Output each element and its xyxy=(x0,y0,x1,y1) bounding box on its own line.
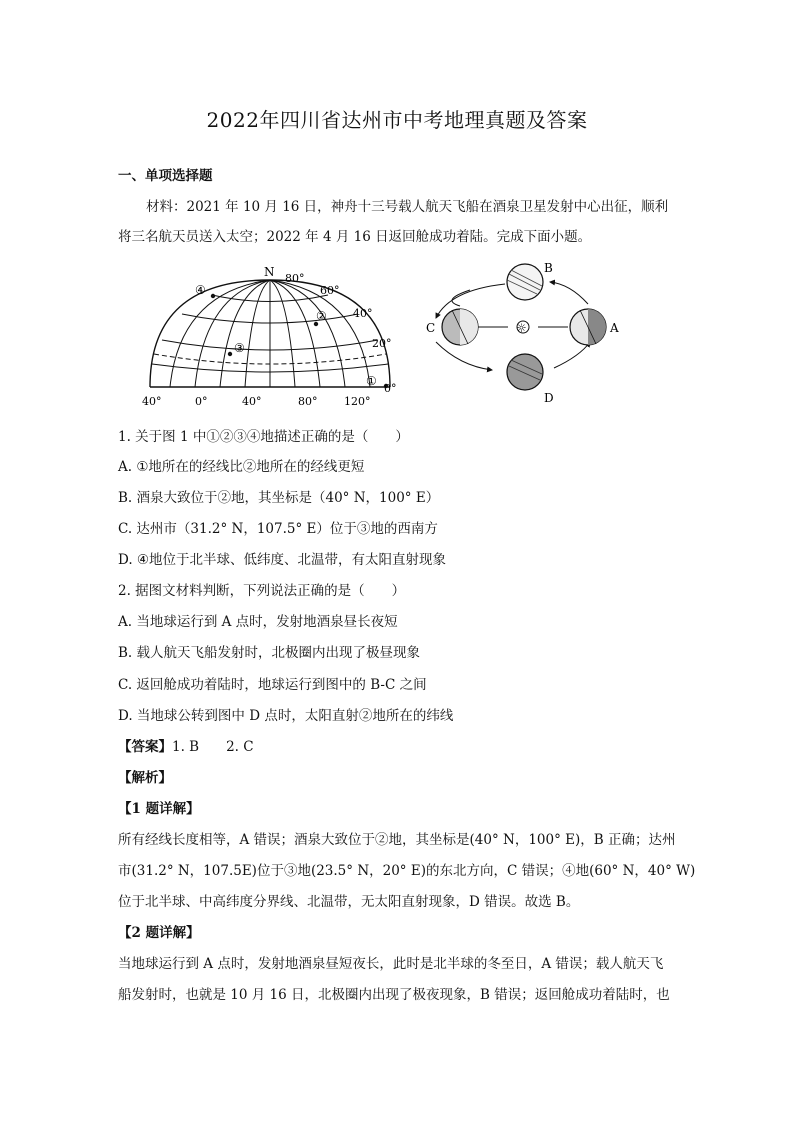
question-2-option-b: B. 载人航天飞船发射时，北极圈内出现了极昼现象 xyxy=(118,645,421,661)
question-1-option-a: A. ①地所在的经线比②地所在的经线更短 xyxy=(118,459,365,475)
lat-label-40: 40° xyxy=(353,307,373,320)
analysis-label: 【解析】 xyxy=(118,770,172,786)
q1-detail-line-1: 所有经线长度相等，A 错误；酒泉大致位于②地，其坐标是(40° N，100° E)，B 正确；达州 xyxy=(118,832,676,848)
section-heading: 一、单项选择题 xyxy=(118,168,213,184)
orbit-label-a: A xyxy=(610,321,619,335)
sun-icon: ☼ xyxy=(516,321,527,335)
point-label-4: ④ xyxy=(195,283,206,297)
question-1-option-c: C. 达州市（31.2° N，107.5° E）位于③地的西南方 xyxy=(118,521,438,537)
q2-detail-line-2: 船发射时，也就是 10 月 16 日，北极圈内出现了极夜现象，B 错误；返回舱成功着陆时，也 xyxy=(118,987,670,1003)
q2-detail-label: 【2 题详解】 xyxy=(118,925,200,941)
orbit-label-d: D xyxy=(544,391,554,405)
question-2-option-a: A. 当地球运行到 A 点时，发射地酒泉昼长夜短 xyxy=(118,614,398,630)
point-label-2: ② xyxy=(316,309,327,323)
q1-detail-line-3: 位于北半球、中高纬度分界线、北温带，无太阳直射现象，D 错误。故选 B。 xyxy=(118,894,580,910)
question-2-option-d: D. 当地球公转到图中 D 点时，太阳直射②地所在的纬线 xyxy=(118,708,454,724)
lon-label-40w: 40° xyxy=(142,395,162,408)
question-2-stem: 2. 据图文材料判断，下列说法正确的是（ ） xyxy=(118,583,406,599)
page-title: 2022年四川省达州市中考地理真题及答案 xyxy=(206,108,588,132)
figure-1-globe-grid xyxy=(150,280,390,388)
point-label-1: ① xyxy=(366,374,377,388)
question-1-option-b: B. 酒泉大致位于②地，其坐标是（40° N，100° E） xyxy=(118,490,440,506)
lon-label-80e: 80° xyxy=(298,395,318,408)
figures-area xyxy=(140,262,620,412)
question-2-option-c: C. 返回舱成功着陆时，地球运行到图中的 B-C 之间 xyxy=(118,677,427,693)
material-line-2: 将三名航天员送入太空；2022 年 4 月 16 日返回舱成功着陆。完成下面小题。 xyxy=(118,229,592,245)
orbit-label-b: B xyxy=(544,262,553,275)
lat-label-80: 80° xyxy=(285,272,305,285)
question-1-option-d: D. ④地位于北半球、低纬度、北温带，有太阳直射现象 xyxy=(118,552,447,568)
lat-label-60: 60° xyxy=(320,284,340,297)
answer-line xyxy=(118,737,678,757)
lat-label-20: 20° xyxy=(372,337,392,350)
lon-label-0: 0° xyxy=(195,395,208,408)
q2-detail-line-1: 当地球运行到 A 点时，发射地酒泉昼短夜长，此时是北半球的冬至日，A 错误；载人航天飞 xyxy=(118,956,664,972)
material-line-1: 材料：2021 年 10 月 16 日，神舟十三号载人航天飞船在酒泉卫星发射中心出征，顺利 xyxy=(146,199,669,215)
point-label-3: ③ xyxy=(234,341,245,355)
answer-text: 1. B 2. C xyxy=(172,739,254,755)
q1-detail-label: 【1 题详解】 xyxy=(118,801,200,817)
lon-label-120e: 120° xyxy=(344,395,371,408)
answer-label: 【答案】 xyxy=(118,739,172,755)
lat-label-0: 0° xyxy=(384,382,397,395)
question-1-stem: 1. 关于图 1 中①②③④地描述正确的是（ ） xyxy=(118,429,409,445)
pole-label: N xyxy=(264,265,275,279)
orbit-label-c: C xyxy=(426,321,436,335)
q1-detail-line-2: 市(31.2° N，107.5E)位于③地(23.5° N，20° E)的东北方向，C 错误；④地(60° N，40° W) xyxy=(118,863,696,879)
lon-label-40e: 40° xyxy=(242,395,262,408)
